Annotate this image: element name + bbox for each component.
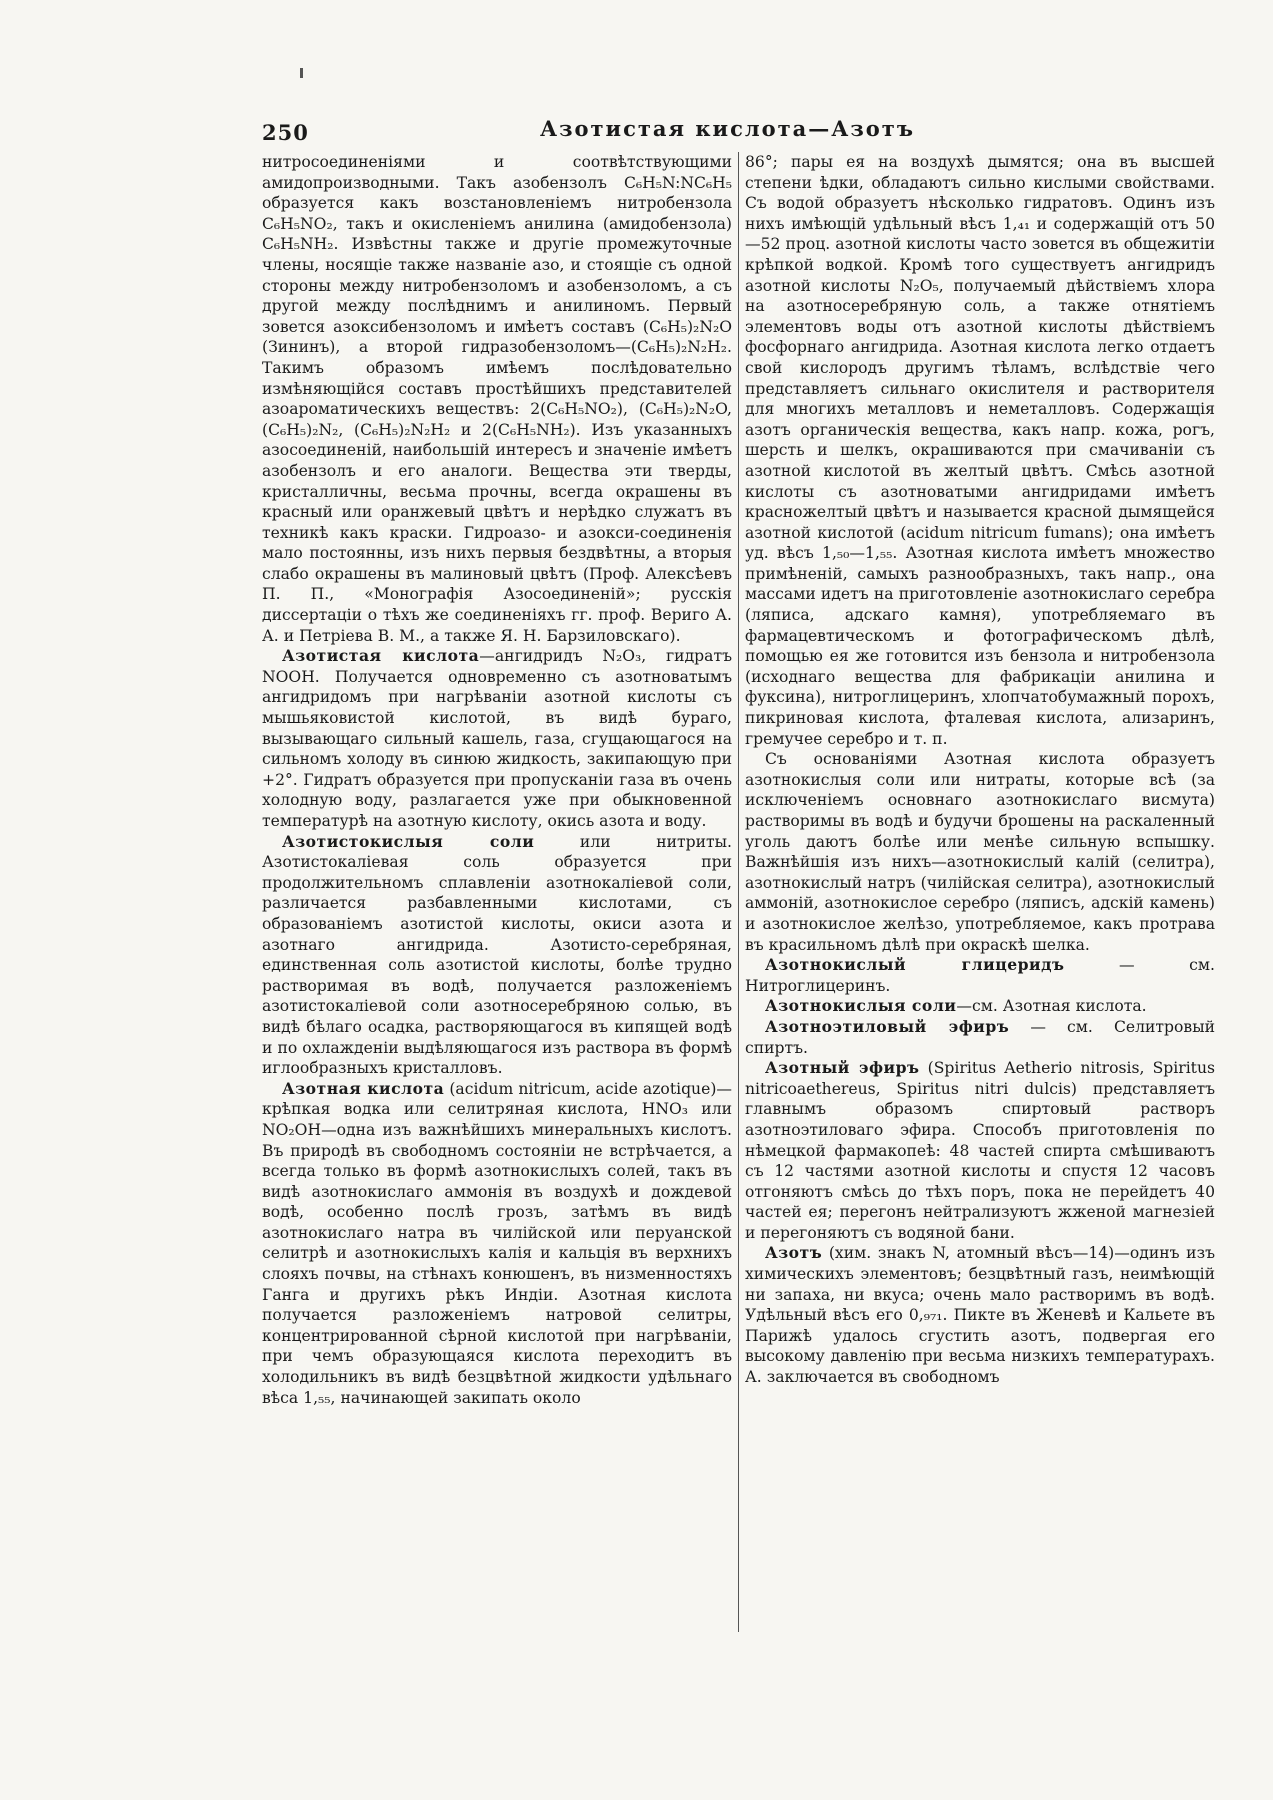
entry-headword: Азотнокислый глицеридъ bbox=[765, 955, 1065, 975]
paragraph: Съ основаніями Азотная кислота образуетъ азотнокислыя соли или нитраты, которые всѣ (за исключеніемъ основнаго азотнокислаго висмута) растворимы въ водѣ и будучи брошены на раскаленный уголь даютъ болѣе или менѣе сильную вспышку. Важнѣйшія изъ нихъ—азотнокислый калій (селитра), азотнокислый натръ (чилійская селитра), азотнокислый аммоній, азотнокислое серебро (ляписъ, адскій камень) и азотнокислое желѣзо, употребляемое, какъ протрава въ красильномъ дѣлѣ при окраскѣ шелка. bbox=[745, 750, 1215, 954]
running-head: Азотистая кислота—Азотъ bbox=[540, 116, 915, 141]
entry-azotistokislye-soli: Азотистокислыя соли или нитриты. Азотистокаліевая соль образуется при продолжительномъ сплавленіи азотнокаліевой соли, различается разбавленными кислотами, съ образованіемъ азотистой кислоты, окиси азота и азотнаго ангидрида. Азотисто-серебряная, единственная соль азотистой кислоты, болѣе трудно растворимая въ водѣ, получается разложеніемъ азотистокаліевой соли азотносеребряною солью, въ видѣ бѣлаго осадка, растворяющагося въ кипящей водѣ и по охлажденіи выдѣляющагося изъ раствора въ формѣ иглообразныхъ кристалловъ. bbox=[262, 831, 733, 1078]
entry-azotistaya-kislota: Азотистая кислота—ангидридъ N₂O₃, гидратъ NOOH. Получается одновременно съ азотноватымъ ангидридомъ при нагрѣваніи азотной кислоты съ мышьяковистой кислотой, въ видѣ бураго, вызывающаго сильный кашель, газа, сгущающагося на сильномъ холоду въ синюю жидкость, закипающую при +2°. Гидратъ образуется при пропусканіи газа въ очень холодную воду, разлагается уже при обыкновенной температурѣ на азотную кислоту, окись азота и воду. bbox=[262, 646, 733, 830]
entry-headword: Азотистокислыя соли bbox=[282, 831, 535, 851]
entry-azotnyi-efir: Азотный эфиръ (Spiritus Aetherio nitrosis, Spiritus nitricoaethereus, Spiritus nitri dulcis) представляетъ главнымъ образомъ спиртовый растворъ азотноэтиловаго эфира. Способъ приготовленія по нѣмецкой фармакопеѣ: 48 частей спирта смѣшиваютъ съ 12 частями азотной кислоты и спустя 12 часовъ отгоняютъ смѣсь до тѣхъ поръ, пока не перейдетъ 40 частей ея; перегонъ нейтрализуютъ жженой магнезіей и перегоняютъ съ водяной бани. bbox=[745, 1058, 1215, 1242]
column-divider bbox=[738, 152, 739, 1632]
left-column bbox=[262, 152, 732, 1408]
paragraph-continued: 86°; пары ея на воздухѣ дымятся; она въ высшей степени ѣдки, обладаютъ сильно кислыми свойствами. Съ водой образуетъ нѣсколько гидратовъ. Одинъ изъ нихъ имѣющій удѣльный вѣсъ 1,₄₁ и содержащій отъ 50—52 проц. азотной кислоты часто зовется въ общежитіи крѣпкой водкой. Кромѣ того существуетъ ангидридъ азотной кислоты N₂O₅, получаемый дѣйствіемъ хлора на азотносеребряную соль, а также отнятіемъ элементовъ воды отъ азотной кислоты дѣйствіемъ фосфорнаго ангидрида. Азотная кислота легко отдаетъ свой кислородъ другимъ тѣламъ, вслѣдствіе чего представляетъ сильнаго окислителя и растворителя для многихъ металловъ и неметалловъ. Содержащія азотъ органическія вещества, какъ напр. кожа, рогъ, шерсть и шелкъ, окрашиваются при смачиваніи съ азотной кислотой въ желтый цвѣтъ. Смѣсь азотной кислоты съ азотноватыми ангидридами имѣетъ красножелтый цвѣтъ и называется красной дымящейся азотной кислотой (acidum nitricum fumans); она имѣетъ уд. вѣсъ 1,₅₀—1,₅₅. Азотная кислота имѣетъ множество примѣненій, самыхъ разнообразныхъ, такъ напр., она массами идетъ на приготовленіе азотнокислаго серебра (ляписа, адскаго камня), употребляемаго въ фармацевтическомъ и фотографическомъ дѣлѣ, помощью ея же готовится изъ бензола и нитробензола (исходнаго вещества для фабрикаціи анилина и фуксина), нитроглицеринъ, хлопчатобумажный порохъ, пикриновая кислота, фталевая кислота, ализаринъ, гремучее серебро и т. п. bbox=[745, 153, 1215, 748]
entry-headword: Азотистая кислота bbox=[282, 646, 480, 666]
entry-headword: Азотный эфиръ bbox=[765, 1058, 920, 1078]
paragraph-continued: нитросоединеніями и соотвѣтствующими амидопроизводными. Такъ азобензолъ C₆H₅N:NC₆H₅ образуется какъ возстановленіемъ нитробензола C₆H₅NO₂, такъ и окисленіемъ анилина (амидобензола) C₆H₅NH₂. Извѣстны также и другіе промежуточные члены, носящіе также названіе азо, и стоящіе съ одной стороны между нитробензоломъ и азобензоломъ, а съ другой между послѣднимъ и анилиномъ. Первый зовется азоксибензоломъ и имѣетъ составъ (C₆H₅)₂N₂O (Зининъ), а второй гидразобензоломъ—(C₆H₅)₂N₂H₂. Такимъ образомъ имѣемъ послѣдовательно измѣняющійся составъ простѣйшихъ представителей азоароматическихъ веществъ: 2(C₆H₅NO₂), (C₆H₅)₂N₂O, (C₆H₅)₂N₂, (C₆H₅)₂N₂H₂ и 2(C₆H₅NH₂). Изъ указанныхъ азосоединеній, наибольшій интересъ и значеніе имѣетъ азобензолъ и его аналоги. Вещества эти тверды, кристалличны, весьма прочны, всегда окрашены въ красный или оранжевый цвѣтъ и нерѣдко служатъ въ техникѣ какъ краски. Гидроазо- и азокси-соединенія мало постоянны, изъ нихъ первыя бездвѣтны, а вторыя слабо окрашены въ малиновый цвѣтъ (Проф. Алексѣевъ П. П., «Монографія Азосоединеній»; русскія диссертаціи о тѣхъ же соединеніяхъ гг. проф. Вериго А. А. и Петріева В. М., а также Я. Н. Барзиловскаго). bbox=[262, 153, 732, 645]
entry-azotnoetilovyi-efir: Азотноэтиловый эфиръ — см. Селитровый спиртъ. bbox=[745, 1016, 1215, 1057]
entry-headword: Азотная кислота bbox=[282, 1078, 445, 1098]
entry-azotnokislyi-glicerid: Азотнокислый глицеридъ — см. Нитроглицеринъ. bbox=[745, 955, 1216, 995]
entry-azotnokislye-soli: Азотнокислыя соли—см. Азотная кислота. bbox=[765, 996, 1147, 1016]
entry-headword: Азотноэтиловый эфиръ bbox=[765, 1016, 1010, 1036]
page-number: 250 bbox=[262, 120, 309, 145]
page-speck bbox=[300, 68, 303, 78]
entry-azotnaya-kislota: Азотная кислота (acidum nitricum, acide azotique)—крѣпкая водка или селитряная кислота, HNO₃ или NO₂OH—одна изъ важнѣйшихъ минеральныхъ кислотъ. Въ природѣ въ свободномъ состояніи не встрѣчается, а всегда только въ формѣ азотнокислыхъ солей, такъ въ видѣ азотнокислаго аммонія въ воздухѣ и дождевой водѣ, особенно послѣ грозъ, затѣмъ въ видѣ азотнокислаго натра въ чилійской или перуанской селитрѣ и азотнокислыхъ калія и кальція въ верхнихъ слояхъ почвы, на стѣнахъ конюшенъ, въ низменностяхъ Ганга и другихъ рѣкъ Индіи. Азотная кислота получается разложеніемъ натровой селитры, концентрированной сѣрной кислотой при нагрѣваніи, при чемъ образующаяся кислота переходитъ въ холодильникъ въ видѣ безцвѣтной жидкости удѣльнаго вѣса 1,₅₅, начинающей закипать около bbox=[262, 1078, 733, 1407]
right-column bbox=[745, 152, 1215, 1388]
entry-headword: Азотнокислыя соли bbox=[765, 996, 957, 1016]
entry-headword: Азотъ bbox=[765, 1243, 823, 1263]
entry-azot: Азотъ (хим. знакъ N, атомный вѣсъ—14)—одинъ изъ химическихъ элементовъ; безцвѣтный газъ, неимѣющій ни запаха, ни вкуса; очень мало растворимъ въ водѣ. Удѣльный вѣсъ его 0,₉₇₁. Пикте въ Женевѣ и Кальете въ Парижѣ удалось сгустить азотъ, подвергая его высокому давленію при весьма низкихъ температурахъ. А. заключается въ свободномъ bbox=[745, 1243, 1215, 1387]
